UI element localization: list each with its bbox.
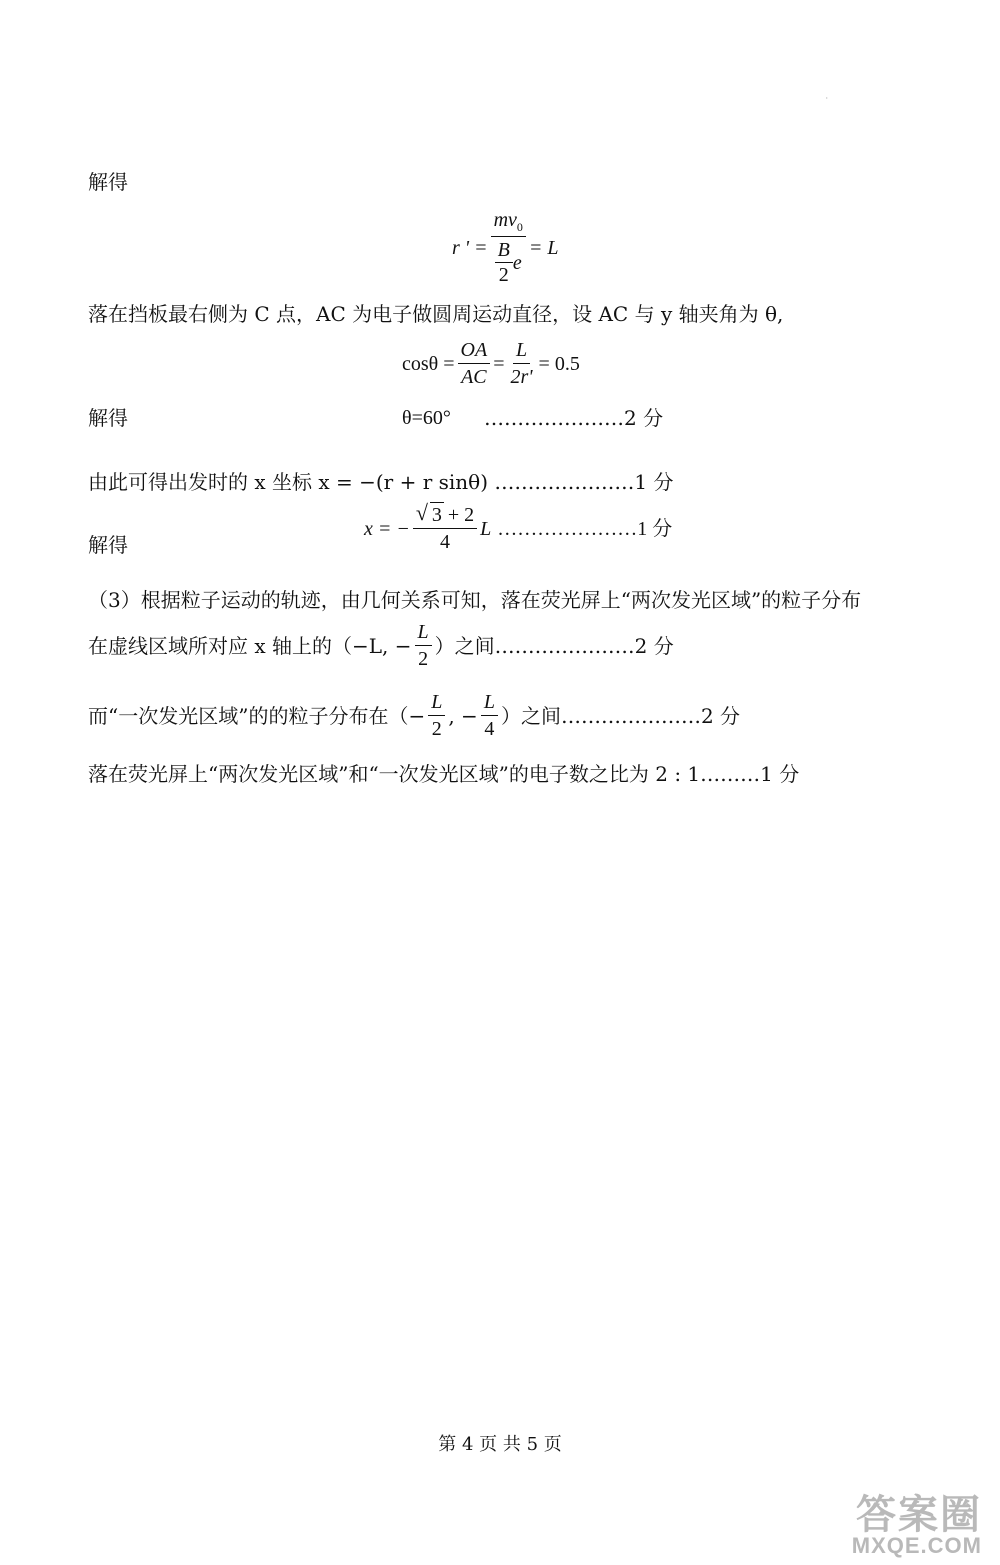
text-point-c: 落在挡板最右侧为 C 点，AC 为电子做圆周运动直径，设 AC 与 y 轴夹角为 θ, <box>88 302 784 326</box>
label-jiede-3: 解得 <box>88 533 128 557</box>
stray-dot: · <box>825 94 828 103</box>
watermark-bottom: MXQE.COM <box>851 1533 982 1558</box>
page-footer: 第 4 页 共 5 页 <box>438 1434 562 1455</box>
watermark-top: 答案圈 <box>856 1491 982 1538</box>
score-theta: …………………2 分 <box>484 406 664 430</box>
fraction-den: $\frac{B}{2}$ e <box>492 237 525 285</box>
formula-radius <box>452 210 559 285</box>
label-jiede-2: 解得 <box>88 406 128 430</box>
score-x: …………………1 分 <box>497 517 673 540</box>
fraction-l-2r: $\frac{L}{2r'}$ <box>510 339 533 388</box>
part3-line2: 在虚线区域所对应 x 轴上的（−L, − $\frac{L}{2}$ ）之间…………………2 分 <box>88 621 674 670</box>
watermark-logo <box>851 1491 982 1558</box>
sqrt-sign: √ 3 <box>415 500 442 526</box>
label-jiede-1: 解得 <box>88 170 128 194</box>
fraction-l-4: $\frac{L}{4}$ <box>481 692 498 739</box>
fraction-l-2-a: $\frac{L}{2}$ <box>415 622 432 669</box>
part3-line1: （3）根据粒子运动的轨迹，由几何关系可知，落在荧光屏上“两次发光区域”的粒子分布 <box>88 588 862 612</box>
part3-line4: 落在荧光屏上“两次发光区域”和“一次发光区域”的电子数之比为 2 : 1………1 分 <box>88 762 800 786</box>
fraction-radius <box>491 210 526 285</box>
fraction-l-2-b: $\frac{L}{2}$ <box>428 692 445 739</box>
cos-lhs: cosθ = <box>402 352 455 375</box>
part3-line3: 而“一次发光区域”的的粒子分布在（− $\frac{L}{2}$ , − $\frac{L}{4}$ ）之间…………………2 分 <box>88 691 741 740</box>
r-rhs: = L <box>528 236 559 259</box>
formula-x: x = − √ 3 + 2 4 L …………………1 分 <box>364 500 673 553</box>
fraction-sqrt3: √ 3 + 2 4 <box>413 505 477 552</box>
theta-value: θ=60° <box>402 407 451 429</box>
fraction-num: $mv_0$ <box>491 210 526 237</box>
fraction-oa-ac: $\frac{OA}{AC}$ <box>458 340 491 387</box>
text-x-coordinate: 由此可得出发时的 x 坐标 x = −(r + r sinθ) …………………1 分 <box>88 470 674 494</box>
formula-cos: cosθ = $\frac{OA}{AC}$ = $\frac{L}{2r'}$ = 0.5 <box>402 339 580 388</box>
r-lhs: r ' = <box>452 236 488 259</box>
